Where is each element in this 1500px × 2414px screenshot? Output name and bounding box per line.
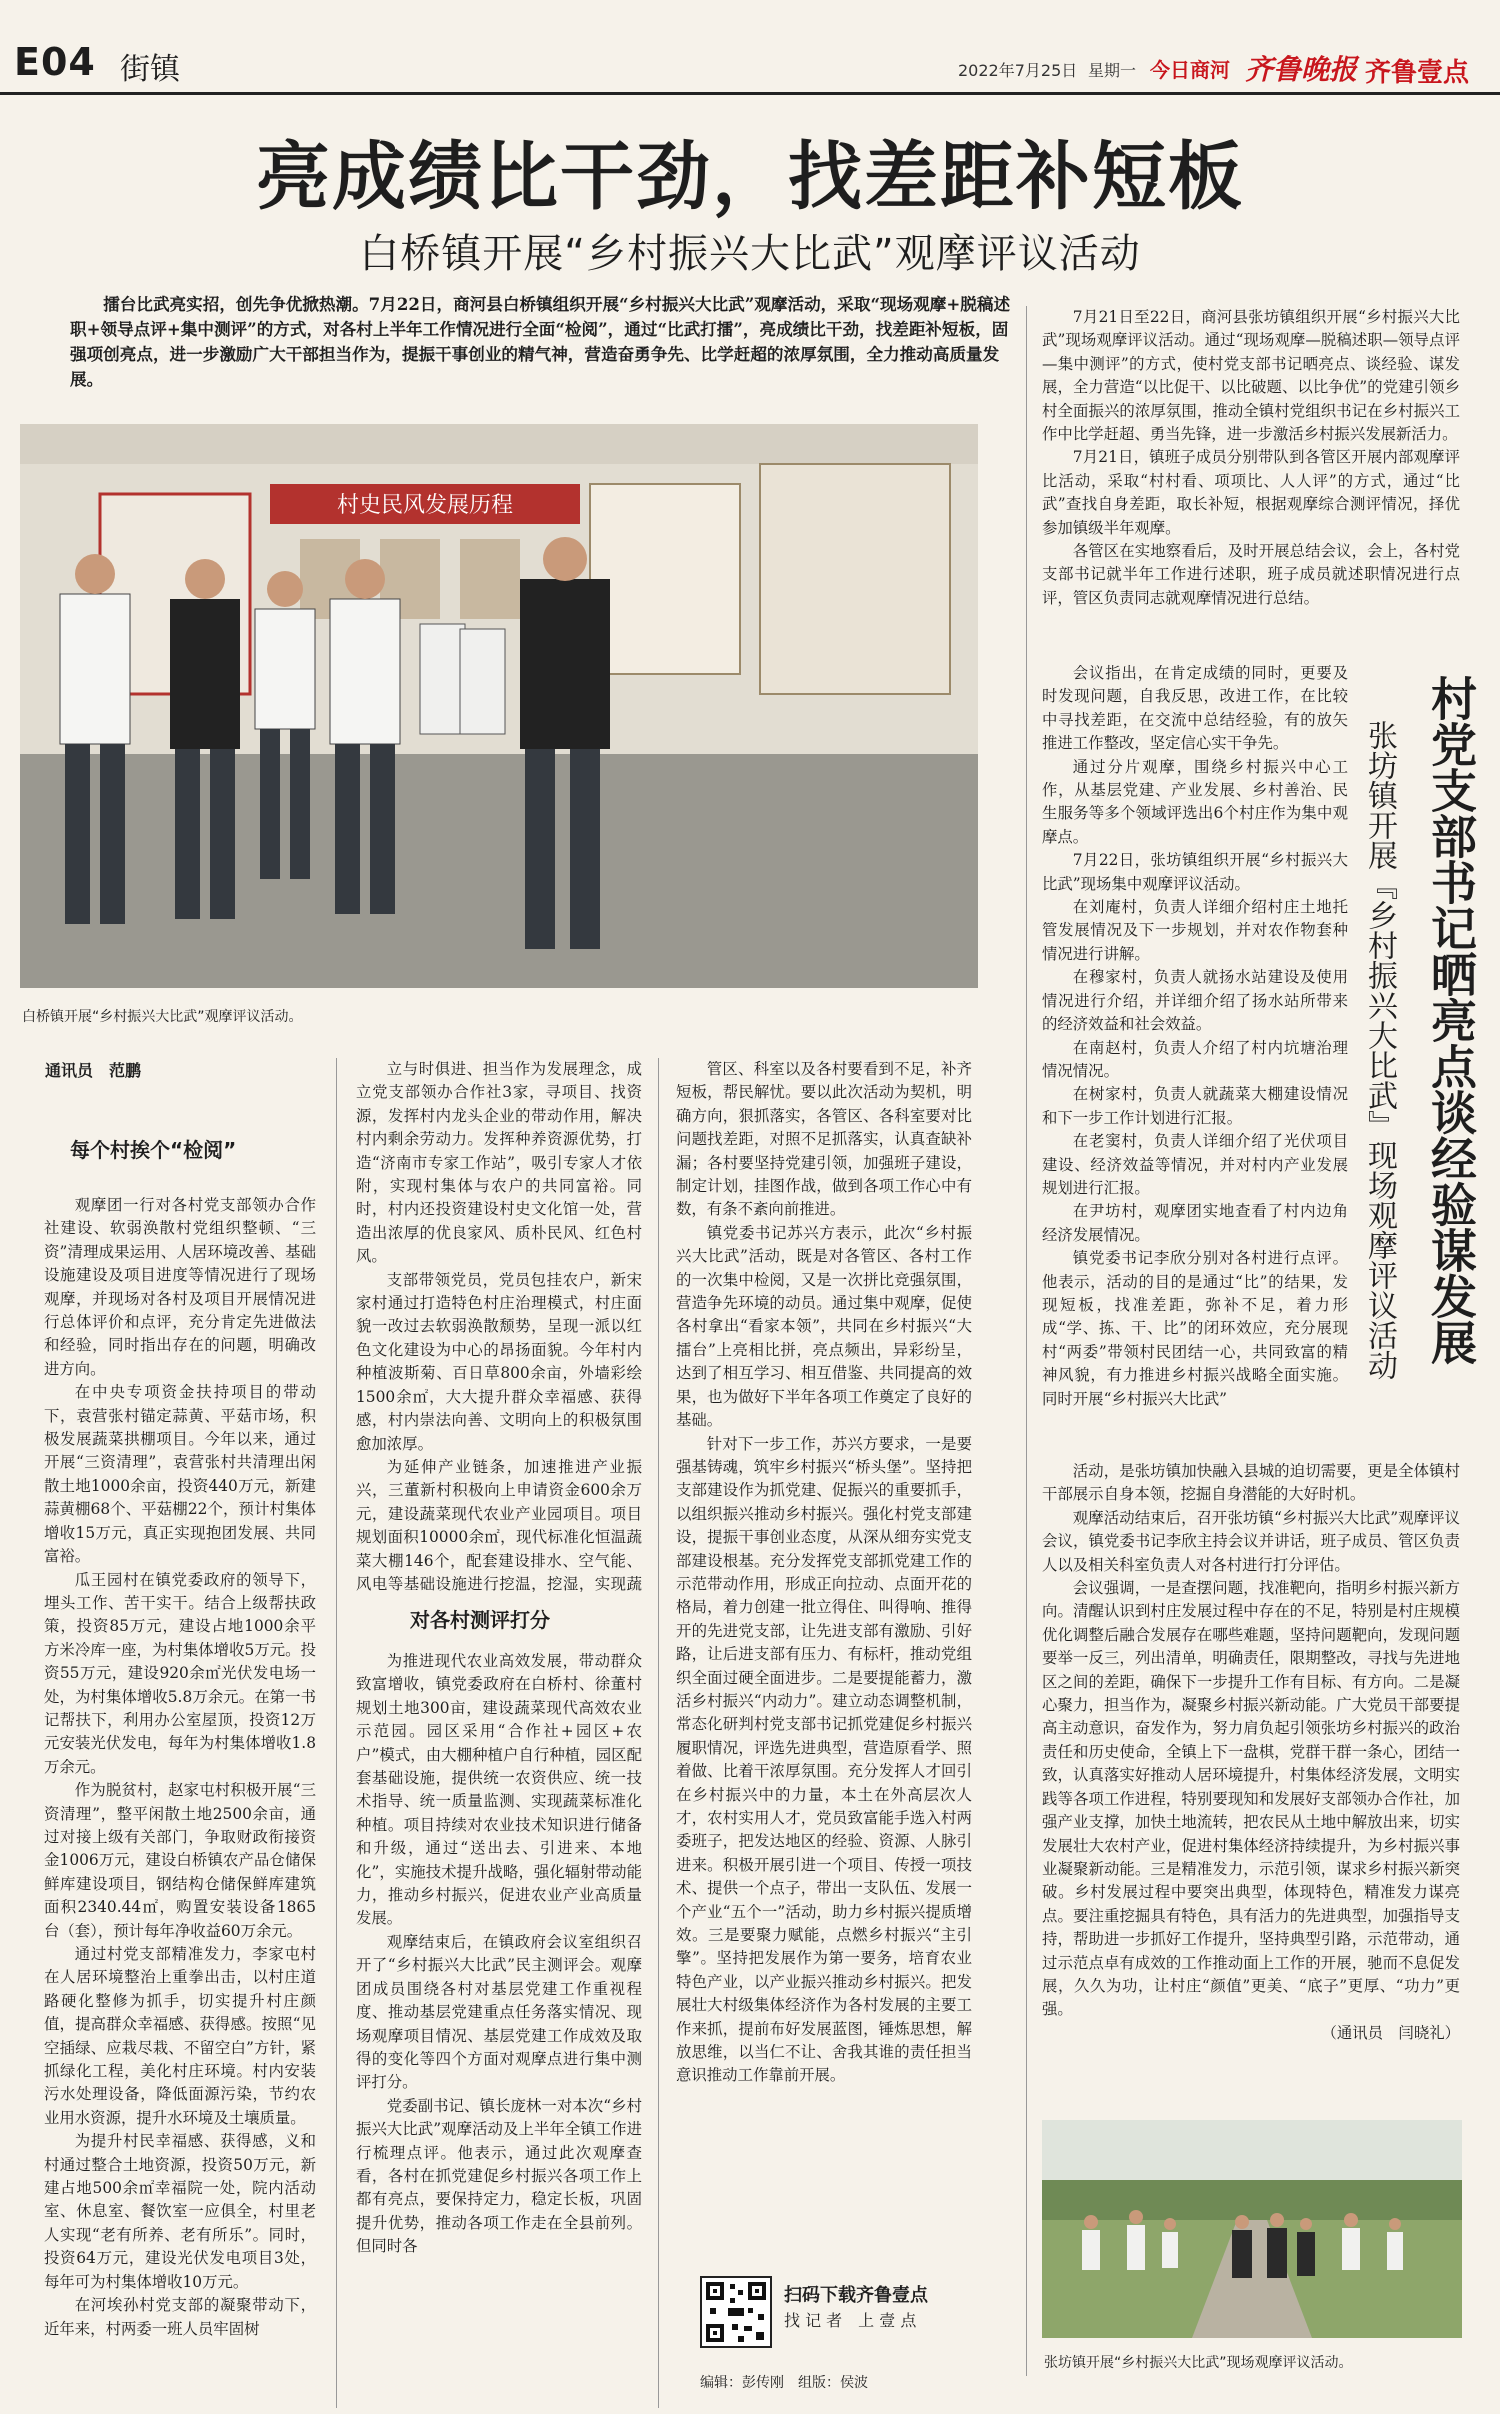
app-logo: 齐鲁壹点 <box>1365 58 1470 88</box>
paragraph: 立与时俱进、担当作为发展理念，成立党支部领办合作社3家，寻项目、找资源，发挥村内龙头企业的带动作用，解决村内剩余劳动力。发挥种养资源优势，打造“济南市专家工作站”，吸引专家人才依附，实现村集体与农户的共同富裕。同时，村内还投资建设村史文化馆一处，营造出浓厚的优良家风、质朴民风、红色村风。 <box>356 1060 642 1266</box>
paragraph: 支部带领党员，党员包挂农户，新宋家村通过打造特色村庄治理模式，村庄面貌一改过去软弱涣散颓势，呈现一派以红色文化建设为中心的昂扬面貌。今年村内种植波斯菊、百日草800余亩，外墙彩绘1500余㎡，大大提升群众幸福感、获得感，村内崇法向善、文明向上的积极氛围愈加浓厚。 <box>356 1270 642 1453</box>
side-photo <box>1042 2120 1462 2338</box>
paragraph: 7月21日，镇班子成员分别带队到各管区开展内部观摩评比活动，采取“村村看、项项比、人人评”的方式，通过“比武”查找自身差距，取长补短，根据观摩综合测评情况，择优参加镇级半年观摩。 <box>1042 448 1460 537</box>
editor-credit: 编辑：彭传刚 组版：侯波 <box>700 2375 868 2391</box>
header-rule <box>0 92 1500 95</box>
qr-code-icon <box>702 2278 770 2346</box>
side-column-3 <box>1042 1460 1460 2096</box>
paragraph: 镇党委书记苏兴方表示，此次“乡村振兴大比武”活动，既是对各管区、各村工作的一次集中检阅，又是一次拼比竞强氛围，营造争先环境的动员。通过集中观摩，促使各村拿出“看家本领”，共同在乡村振兴“大擂台”上亮相比拼，亮点频出，异彩纷呈，达到了相互学习、相互借鉴、共同提高的效果，也为做好下半年各项工作奠定了良好的基础。 <box>676 1223 972 1430</box>
paragraph: 在老窦村，负责人详细介绍了光伏项目建设、经济效益等情况，并对村内产业发展规划进行汇报。 <box>1042 1132 1348 1197</box>
main-headline: 亮成绩比干劲，找差距补短板 <box>256 134 1244 220</box>
paragraph: 在中央专项资金扶持项目的带动下，袁营张村锚定蒜黄、平菇市场，积极发展蔬菜拱棚项目。今年以来，通过开展“三资清理”，袁营张村共清理出闲散土地1000余亩，投资440万元，新建蒜黄棚68个、平菇棚22个，预计村集体增收15万元，真正实现抱团发展、共同富裕。 <box>44 1383 316 1566</box>
side-photo-caption: 张坊镇开展“乡村振兴大比武”现场观摩评议活动。 <box>1044 2355 1353 2371</box>
paragraph: 7月22日，张坊镇组织开展“乡村振兴大比武”现场集中观摩评议活动。 <box>1042 851 1348 893</box>
main-photo <box>20 424 978 988</box>
paragraph: 活动，是张坊镇加快融入县城的迫切需要，更是全体镇村干部展示自身本领，挖掘自身潜能的大好时机。 <box>1042 1462 1460 1504</box>
main-column-3 <box>676 1058 972 2140</box>
section-name: 街镇 <box>120 52 180 87</box>
issue-weekday: 星期一 <box>1088 61 1137 80</box>
side-photo-illustration <box>1042 2120 1462 2338</box>
side-subheadline: 张坊镇开展『乡村振兴大比武』现场观摩评议活动 <box>1362 720 1397 1380</box>
main-column-2b <box>356 1650 642 2408</box>
lead-paragraph: 擂台比武亮实招，创先争优掀热潮。7月22日，商河县白桥镇组织开展“乡村振兴大比武”观摩活动，采取“现场观摩+脱稿述职+领导点评+集中测评”的方式，对各村上半年工作情况进行全面“检阅”，通过“比武打擂”，亮成绩比干劲，找差距补短板，固强项创亮点，进一步激励广大干部担当作为，提振干事创业的精气神，营造奋勇争先、比学赶超的浓厚氛围，全力推动高质量发展。 <box>70 294 1011 389</box>
side-column-2 <box>1042 662 1348 1456</box>
side-byline: （通讯员 闫晓礼） <box>1321 2023 1460 2042</box>
side-column-1 <box>1042 306 1460 658</box>
paragraph: 观摩结束后，在镇政府会议室组织召开了“乡村振兴大比武”民主测评会。观摩团成员围绕各村对基层党建工作重视程度、推动基层党建重点任务落实情况、现场观摩项目情况、基层党建工作成效及取得的变化等四个方面对观摩点进行集中测评打分。 <box>356 1932 642 2092</box>
paragraph: 观摩活动结束后，召开张坊镇“乡村振兴大比武”观摩评议会议，镇党委书记李欣主持会议并讲话，班子成员、管区负责人以及相关科室负责人对各村进行打分评估。 <box>1042 1508 1460 1574</box>
paragraph: 通过村党支部精准发力，李家屯村在人居环境整治上重拳出击，以村庄道路硬化整修为抓手，切实提升村庄颜值，提高群众幸福感、获得感。按照“见空插绿、应栽尽栽、不留空白”方针，紧抓绿化工程，美化村庄环境。村内安装污水处理设备，降低面源污染，节约农业用水资源，提升水环境及土壤质量。 <box>44 1945 316 2127</box>
qr-download-text: 扫码下载齐鲁壹点 <box>784 2285 928 2306</box>
qr-reporter-text: 找 记 者 上 壹 点 <box>784 2311 917 2330</box>
paragraph: 为提升村民幸福感、获得感，义和村通过整合土地资源，投资50万元，新建占地500余㎡幸福院一处，院内活动室、休息室、餐饮室一应俱全，村里老人实现“老有所养、老有所乐”。同时，投资64万元，建设光伏发电项目3处，每年可为村集体增收10万元。 <box>44 2132 316 2291</box>
main-photo-illustration <box>20 424 978 988</box>
paragraph: 在树家村，负责人就蔬菜大棚建设情况和下一步工作计划进行汇报。 <box>1042 1085 1348 1127</box>
subtitle-scoring: 对各村测评打分 <box>410 1608 550 1632</box>
paragraph: 在尹坊村，观摩团实地查看了村内边角经济发展情况。 <box>1042 1202 1348 1244</box>
subtitle-inspection: 每个村挨个“检阅” <box>70 1138 237 1162</box>
main-column-1 <box>44 1194 316 2408</box>
paragraph: 7月21日至22日，商河县张坊镇组织开展“乡村振兴大比武”现场观摩评议活动。通过“现场观摩—脱稿述职—领导点评—集中测评”的方式，使村党支部书记晒亮点、谈经验、谋发展，全力营造“以比促干、以比破题、以比争优”的党建引领乡村全面振兴的浓厚氛围，推动全镇村党组织书记在乡村振兴工作中比学赶超、勇当先锋，进一步激活乡村振兴发展新活力。 <box>1042 308 1460 444</box>
paragraph: 作为脱贫村，赵家屯村积极开展“三资清理”，整平闲散土地2500余亩，通过对接上级有关部门，争取财政衔接资金1006万元，建设白桥镇农产品仓储保鲜库建设项目，钢结构仓储保鲜库建筑面积2340.44㎡，购置安装设备1865台（套），预计每年净收益60万余元。 <box>44 1781 316 1940</box>
paragraph: 各管区在实地察看后，及时开展总结会议，会上，各村党支部书记就半年工作进行述职，班子成员就述职情况进行点评，管区负责同志就观摩情况进行总结。 <box>1042 542 1460 607</box>
page-header <box>0 0 1500 88</box>
paragraph: 会议指出，在肯定成绩的同时，更要及时发现问题，自我反思，改进工作，在比较中寻找差距，在交流中总结经验，有的放矢推进工作整改，坚定信心实干争先。 <box>1042 664 1348 753</box>
paragraph: 在南赵村，负责人介绍了村内坑塘治理情况情况。 <box>1042 1038 1348 1080</box>
main-photo-caption: 白桥镇开展“乡村振兴大比武”观摩评议活动。 <box>22 1009 303 1025</box>
paragraph: 在刘庵村，负责人详细介绍村庄土地托管发展情况及下一步规划，并对农作物套种情况进行讲解。 <box>1042 898 1348 963</box>
paragraph: 为推进现代农业高效发展，带动群众致富增收，镇党委政府在白桥村、徐董村规划土地300亩，建设蔬菜现代高效农业示范园。园区采用“合作社+园区+农户”模式，由大棚种植户自行种植，园区配套基础设施，提供统一农资供应、统一技术指导、统一质量监测、实现蔬菜标准化种植。项目持续对农业技术知识进行储备和升级，通过“送出去、引进来、本地化”，实施技术提升战略，强化辐射带动能力，推动乡村振兴，促进农业产业高质量发展。 <box>356 1652 642 1928</box>
column-divider <box>1026 306 1027 2376</box>
paragraph: 观摩团一行对各村党支部领办合作社建设、软弱涣散村党组织整顿、“三资”清理成果运用、人居环境改善、基础设施建设及项目进度等情况进行了现场观摩，并现场对各村及项目开展情况进行总体评价和点评，充分肯定先进做法和经验，同时指出存在的问题，明确改进方向。 <box>44 1196 316 1378</box>
paragraph: 为延伸产业链条，加速推进产业振兴，三董新村积极向上申请资金600余万元，建设蔬菜现代农业产业园项目。项目规划面积10000余㎡，现代标准化恒温蔬菜大棚146个，配套建设排水、空气能、风电等基础设施进行挖温，挖湿，实现蔬 <box>356 1457 642 1592</box>
column-divider <box>336 1058 337 2408</box>
paragraph: 通过分片观摩，围绕乡村振兴中心工作，从基层党建、产业发展、乡村善治、民生服务等多个领域评选出6个村庄作为集中观摩点。 <box>1042 757 1348 846</box>
paragraph: 瓜王园村在镇党委政府的领导下，埋头工作、苦干实干。结合上级帮扶政策，投资85万元，建设占地1000余平方米冷库一座，为村集体增收5万元。投资55万元，建设920余㎡光伏发电场一处，为村集体增收5.8万余元。在第一书记帮扶下，利用办公室屋顶，投资12万元安装光伏发电，每年为村集体增收1.8万余元。 <box>44 1570 316 1776</box>
paragraph: 党委副书记、镇长庞林一对本次“乡村振兴大比武”观摩活动及上半年全镇工作进行梳理点评。他表示，通过此次观摩查看，各村在抓党建促乡村振兴各项工作上都有亮点，要保持定力，稳定长板，巩固提升优势，推动各项工作走在全县前列。但同时各 <box>356 2096 642 2256</box>
photo-sign-text: 村史民风发展历程 <box>336 493 514 518</box>
side-headline: 村党支部书记晒亮点谈经验谋发展 <box>1424 675 1478 1365</box>
paragraph: 会议强调，一是查摆问题，找准靶向，指明乡村振兴新方向。清醒认识到村庄发展过程中存在的不足，特别是村庄规模优化调整后融合发展存在哪些难题，坚持问题靶向，发现问题要举一反三，列出清单，明确责任，限期整改，寻找与先进地区之间的差距，确保下一步提升工作有目标、有方向。二是凝心聚力，担当作为，凝聚乡村振兴新动能。广大党员干部要提高主动意识，奋发作为，努力肩负起引领张坊乡村振兴的政治责任和历史使命，全镇上下一盘棋，党群干群一条心，团结一致，认真落实好推动人居环境提升，村集体经济发展，文明实践等各项工作进程，特别要现知和发展好支部领办合作社，加强产业支撑，加快土地流转，把农民从土地中解放出来，切实发展壮大农村产业，促进村集体经济持续提升，为乡村振兴事业凝聚新动能。三是精准发力，示范引领，谋求乡村振兴新突破。乡村发展过程中要突出典型，体现特色，精准发力谋亮点。要注重挖掘具有特色，具有活力的先进典型，加强指导支持，帮助进一步抓好工作提升，坚持典型引路，示范带动，通过示范点卓有成效的工作推动面上工作的开展，驰而不息促发展，久久为功，让村庄“颜值”更美、“底子”更厚、“功力”更强。 <box>1042 1579 1460 2019</box>
main-column-2 <box>356 1058 642 1592</box>
main-subheadline: 白桥镇开展“乡村振兴大比武”观摩评议活动 <box>359 231 1141 277</box>
paper-logo: 齐鲁晚报 <box>1245 53 1358 86</box>
column-divider <box>658 1058 659 2408</box>
local-edition: 今日商河 <box>1150 58 1230 82</box>
main-byline: 通讯员 范鹏 <box>45 1061 142 1080</box>
paragraph: 管区、科室以及各村要看到不足，补齐短板，帮民解忧。要以此次活动为契机，明确方向，狠抓落实，各管区、各科室要对比问题找差距，对照不足抓落实，认真查缺补漏；各村要坚持党建引领，加强班子建设，制定计划，挂图作战，做到各项工作心中有数，有条不紊向前推进。 <box>676 1060 972 1219</box>
issue-date: 2022年7月25日 <box>958 61 1078 80</box>
paragraph: 镇党委书记李欣分别对各村进行点评。他表示，活动的目的是通过“比”的结果，发现短板，找准差距，弥补不足，着力形成“学、拣、干、比”的闭环效应，充分展现村“两委”带领村民团结一心，共同致富的精神风貌，有力推进乡村振兴战略全面实施。同时开展“乡村振兴大比武” <box>1042 1249 1348 1408</box>
paragraph: 在穆家村，负责人就扬水站建设及使用情况进行介绍，并详细介绍了扬水站所带来的经济效益和社会效益。 <box>1042 968 1348 1034</box>
paragraph: 在河埃孙村党支部的凝聚带动下，近年来，村两委一班人员牢固树 <box>44 2296 316 2338</box>
qr-code[interactable] <box>700 2276 772 2348</box>
page-number: E04 <box>14 40 96 84</box>
paragraph: 针对下一步工作，苏兴方要求，一是要强基铸魂，筑牢乡村振兴“桥头堡”。坚持把支部建设作为抓党建、促振兴的重要抓手，以组织振兴推动乡村振兴。强化村党支部建设，提振干事创业态度，从深从细夯实党支部建设根基。充分发挥党支部抓党建工作的示范带动作用，形成正向拉动、点面开花的格局，着力创建一批立得住、叫得响、推得开的先进党支部，让先进支部有激励、引好路，让后进支部有压力、有标杆，推动党组织全面过硬全面进步。二是要提能蓄力，激活乡村振兴“内动力”。建立动态调整机制，常态化研判村党支部书记抓党建促乡村振兴履职情况，评选先进典型，营造原看学、照着做、比着干浓厚氛围。充分发挥人才回引在乡村振兴中的力量，本土在外高层次人才，农村实用人才，党员致富能手选入村两委班子，把发达地区的经验、资源、人脉引进来。积极开展引进一个项目、传授一项技术、提供一个点子，带出一支队伍、发展一个产业“五个一”活动，助力乡村振兴提质增效。三是要聚力赋能，点燃乡村振兴“主引擎”。坚持把发展作为第一要务，培育农业特色产业，以产业振兴推动乡村振兴。把发展壮大村级集体经济作为各村发展的主要工作来抓，提前布好发展蓝图，锤炼思想，解放思维，以当仁不让、舍我其谁的责任担当意识推动工作靠前开展。 <box>676 1434 972 2085</box>
